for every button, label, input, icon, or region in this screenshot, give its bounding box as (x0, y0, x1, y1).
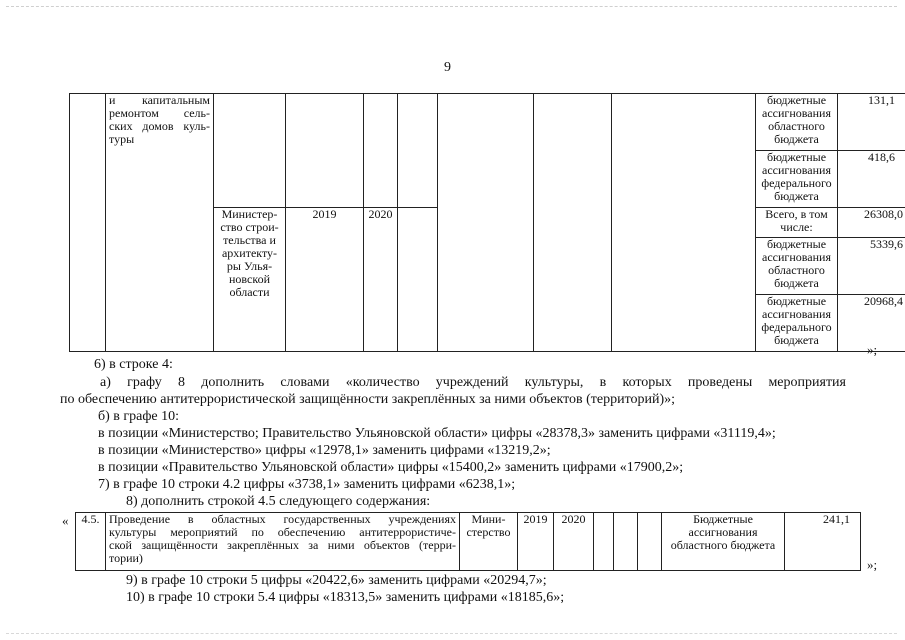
program-table-continuation (69, 93, 905, 352)
amount-cell: 5339,6 (838, 238, 905, 295)
item-8-line: 8) дополнить строкой 4.5 следующего содержания: (126, 494, 431, 509)
item-9-line: 9) в графе 10 строки 5 цифры «20422,6» заменить цифрами «20294,7»; (126, 573, 547, 588)
funding-source-cell: Бюджетные ассигнования областного бюджета (662, 513, 785, 571)
item-10-line: 10) в графе 10 строки 5.4 цифры «18313,5» заменить цифрами «18185,6»; (126, 590, 565, 605)
empty-cell (614, 513, 638, 571)
new-row-table (75, 512, 861, 571)
row-number-cell: 4.5. (76, 513, 106, 571)
year-start-cell: 2019 (286, 208, 364, 352)
funding-source-cell: бюджетные ассигнования областного бюджета (756, 94, 838, 151)
empty-cell (438, 94, 534, 352)
activity-line: ских домов куль- (109, 119, 210, 133)
empty-cell (398, 94, 438, 208)
item-6-heading: 6) в строке 4: (94, 357, 173, 372)
amount-cell: 241,1 (785, 513, 861, 571)
position-line: в позиции «Министерство» цифры «12978,1» заменить цифрами «13219,2»; (98, 443, 551, 458)
year-end-cell: 2020 (364, 208, 398, 352)
item-6a-paragraph: а) графу 8 дополнить словами «количество учреждений культуры, в которых проведены мероприятия по обеспечению антитеррористической защищённости закреплённых за ними объектов (территорий)»; (60, 375, 846, 407)
row-number-cell (70, 94, 106, 352)
executor-cell: Мини- стерство (460, 513, 518, 571)
empty-cell (286, 94, 364, 208)
amount-cell: 20968,4 (838, 295, 905, 352)
table-open-mark: « (62, 513, 69, 528)
activity-line: ремонтом сель- (109, 106, 210, 120)
position-line: в позиции «Министерство; Правительство Ульяновской области» цифры «28378,3» заменить цифрами «31119,4»; (98, 426, 776, 441)
page-number: 9 (444, 60, 451, 75)
empty-cell (534, 94, 612, 352)
funding-source-cell: бюджетные ассигнования федерального бюджета (756, 295, 838, 352)
empty-cell (364, 94, 398, 208)
amount-cell: 131,1 (838, 94, 905, 151)
empty-cell (594, 513, 614, 571)
year-start-cell: 2019 (518, 513, 554, 571)
empty-cell (398, 208, 438, 352)
empty-cell (638, 513, 662, 571)
activity-name-cell: Проведение в областных государственных учреждениях культуры мероприятий по обеспечению антитеррористиче- ской защищённости закреплённых за ними объектов (терри- тории) (106, 513, 460, 571)
funding-source-cell: Всего, в том числе: (756, 208, 838, 238)
activity-line: туры (109, 132, 135, 146)
item-7-line: 7) в графе 10 строки 4.2 цифры «3738,1» заменить цифрами «6238,1»; (98, 477, 516, 492)
executor-cell: Министер- ство строи- тельства и архитекту- ры Улья- новской области (214, 208, 286, 352)
activity-line: и капитальным (109, 93, 210, 107)
position-line: в позиции «Правительство Ульяновской области» цифры «15400,2» заменить цифрами «17900,2»; (98, 460, 684, 475)
item-6b-heading: б) в графе 10: (98, 409, 180, 424)
year-end-cell: 2020 (554, 513, 594, 571)
amount-cell: 418,6 (838, 151, 905, 208)
empty-cell (214, 94, 286, 208)
table-close-mark: »; (867, 342, 878, 357)
funding-source-cell: бюджетные ассигнования федерального бюджета (756, 151, 838, 208)
empty-cell (612, 94, 756, 352)
table-close-mark: »; (867, 557, 878, 572)
activity-name-cell (106, 94, 214, 352)
funding-source-cell: бюджетные ассигнования областного бюджета (756, 238, 838, 295)
amount-cell: 26308,0 (838, 208, 905, 238)
